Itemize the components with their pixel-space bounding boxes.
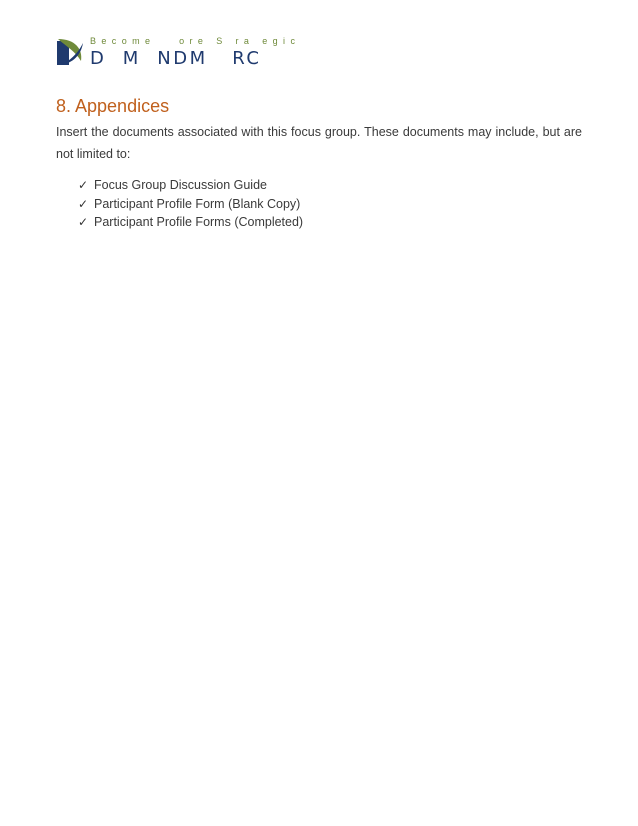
list-item <box>78 176 303 195</box>
logo-tagline: Become ore S ra egic <box>90 36 301 46</box>
checkmark-icon: ✓ <box>78 215 89 229</box>
checkmark-icon: ✓ <box>78 196 89 211</box>
logo-brand-text: D M NDM RC <box>90 48 262 69</box>
list-item-label: Focus Group Discussion Guide <box>94 178 267 192</box>
leaf-swoosh-logo-icon <box>55 37 85 67</box>
checkmark-icon: ✓ <box>78 178 89 192</box>
header-logo <box>55 36 315 68</box>
list-item <box>78 195 303 214</box>
list-item-label: Participant Profile Forms (Completed) <box>94 215 304 229</box>
list-item-label: Participant Profile Form (Blank Copy) <box>94 196 301 211</box>
list-item <box>78 213 303 232</box>
section-intro: Insert the documents associated with this focus group. These documents may include, but are not limited to: <box>56 125 582 161</box>
section-heading: 8. Appendices <box>56 96 170 116</box>
appendix-list <box>78 176 303 232</box>
